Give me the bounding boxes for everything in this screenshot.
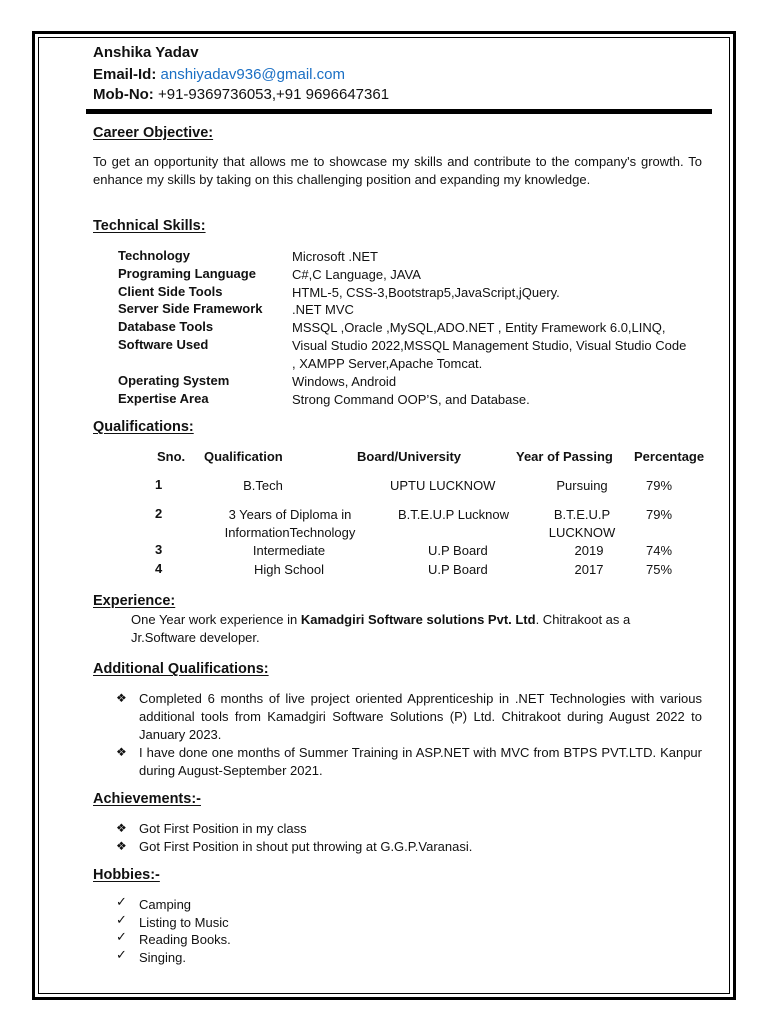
mobile-number: +91-9369736053,+91 9696647361: [157, 86, 390, 103]
skill-value: Visual Studio 2022,MSSQL Management Studio, Visual Studio Code , XAMPP Server,Apache Tomcat.: [292, 338, 687, 371]
list-item: Got First Position in shout put throwing at G.G.P.Varanasi.: [139, 839, 473, 854]
diamond-bullet-icon: ❖: [116, 839, 127, 853]
career-objective-text: To get an opportunity that allows me to showcase my skills and contribute to the company's growth. To enhance my skills by taking on this challenging position and expanding my knowledge.: [93, 154, 702, 187]
diamond-bullet-icon: ❖: [116, 821, 127, 835]
hobbies-heading: Hobbies:-: [93, 867, 160, 883]
experience-text: [131, 611, 676, 647]
checkmark-icon: ✓: [116, 929, 127, 944]
table-cell-sno: 1: [155, 477, 163, 492]
skill-label: Software Used: [118, 337, 209, 352]
table-cell-percentage: 79%: [645, 478, 673, 493]
skill-label: Operating System: [118, 373, 230, 388]
table-cell-sno: 4: [155, 561, 163, 576]
table-cell-qualification: High School: [253, 562, 325, 577]
checkmark-icon: ✓: [116, 894, 127, 909]
skill-label: Expertise Area: [118, 391, 209, 406]
table-cell-year: B.T.E.U.P LUCKNOW: [548, 507, 616, 540]
table-cell-qualification: B.Tech: [243, 478, 283, 493]
skill-value: Windows, Android: [292, 374, 397, 389]
list-item: Completed 6 months of live project oriented Apprenticeship in .NET Technologies with various additional tools from Kamadgiri Software Solutions (P) Ltd. Chitrakoot during August 2022 to January 2023.: [139, 691, 702, 742]
achievements-heading: Achievements:-: [93, 791, 201, 807]
table-cell-qualification: 3 Years of Diploma in InformationTechnology: [224, 507, 356, 540]
list-item: Camping: [139, 897, 192, 912]
diamond-bullet-icon: ❖: [116, 745, 127, 759]
skill-label: Programing Language: [118, 266, 256, 281]
experience-text-start: One Year work experience in: [131, 612, 301, 627]
list-item: Listing to Music: [139, 915, 229, 930]
table-cell-qualification: Intermediate: [252, 543, 326, 558]
table-cell-percentage: 79%: [645, 507, 673, 522]
skill-label: Database Tools: [118, 319, 214, 334]
list-item: Reading Books.: [139, 932, 231, 947]
email-row: [93, 66, 345, 83]
table-cell-board: B.T.E.U.P Lucknow: [398, 507, 510, 522]
table-cell-board: UPTU LUCKNOW: [390, 478, 496, 493]
column-header-board: Board/University: [357, 449, 462, 464]
skill-label: Client Side Tools: [118, 284, 223, 299]
table-cell-sno: 3: [155, 542, 163, 557]
checkmark-icon: ✓: [116, 947, 127, 962]
skill-value: Microsoft .NET: [292, 249, 378, 264]
mobile-row: [93, 86, 389, 103]
column-header-qualification: Qualification: [204, 449, 283, 464]
table-cell-year: 2019: [574, 543, 604, 558]
column-header-sno: Sno.: [157, 449, 186, 464]
table-cell-percentage: 75%: [645, 562, 673, 577]
table-cell-sno: 2: [155, 506, 163, 521]
checkmark-icon: ✓: [116, 912, 127, 927]
table-cell-year: 2017: [574, 562, 604, 577]
email-label: Email-Id:: [93, 66, 157, 83]
skill-label: Technology: [118, 248, 190, 263]
skill-value: C#,C Language, JAVA: [292, 267, 421, 282]
list-item: Got First Position in my class: [139, 821, 307, 836]
skill-value: MSSQL ,Oracle ,MySQL,ADO.NET , Entity Framework 6.0,LINQ,: [292, 320, 666, 335]
list-item: I have done one months of Summer Training in ASP.NET with MVC from BTPS PVT.LTD. Kanpur during August-September 2021.: [139, 745, 702, 778]
technical-skills-heading: Technical Skills:: [93, 218, 206, 234]
experience-company: Kamadgiri Software solutions Pvt. Ltd: [300, 612, 536, 627]
list-item: Singing.: [139, 950, 186, 965]
skill-label: Server Side Framework: [118, 301, 263, 316]
diamond-bullet-icon: ❖: [116, 691, 127, 705]
experience-text-end: . Chitrakoot as a Jr.Software developer.: [131, 612, 631, 645]
additional-qualifications-heading: Additional Qualifications:: [93, 661, 269, 677]
skill-value: Strong Command OOP’S, and Database.: [292, 392, 530, 407]
skill-value: HTML-5, CSS-3,Bootstrap5,JavaScript,jQuery.: [292, 285, 560, 300]
experience-heading: Experience:: [93, 593, 176, 609]
candidate-name: Anshika Yadav: [93, 44, 199, 61]
table-cell-board: U.P Board: [428, 562, 488, 577]
column-header-percentage: Percentage: [634, 449, 705, 464]
table-cell-percentage: 74%: [645, 543, 673, 558]
mobile-label: Mob-No:: [93, 86, 154, 103]
qualifications-heading: Qualifications:: [93, 419, 194, 435]
table-cell-year: Pursuing: [556, 478, 608, 493]
skill-value: .NET MVC: [292, 302, 354, 317]
column-header-year: Year of Passing: [516, 449, 613, 464]
email-link[interactable]: anshiyadav936@gmail.com: [160, 66, 346, 83]
table-cell-board: U.P Board: [428, 543, 488, 558]
header-divider: [86, 109, 712, 114]
career-objective-heading: Career Objective:: [93, 125, 214, 141]
